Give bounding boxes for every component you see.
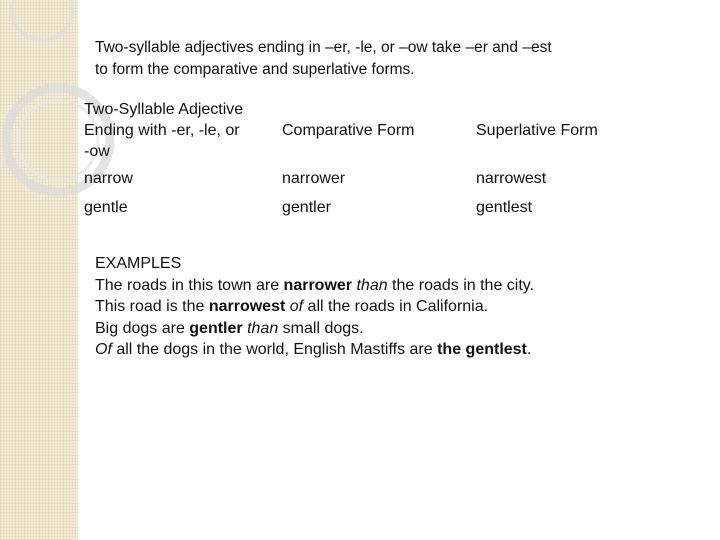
example-sentence-3 — [95, 318, 705, 340]
header-adjective-line-2: Ending with -er, -le, or — [84, 121, 240, 139]
header-adjective-line-3: -ow — [84, 142, 110, 160]
ex2-italic-word: of — [289, 298, 304, 315]
ex4-part-b: all the dogs in the world, English Mastiffs are — [111, 341, 438, 358]
cell-adjective: gentle — [84, 198, 128, 216]
intro-text — [95, 37, 695, 81]
ex3-bold-word: gentler — [189, 319, 243, 337]
example-sentence-2 — [95, 296, 705, 318]
intro-line-2: to form the comparative and superlative forms. — [95, 61, 415, 78]
ex2-part-a: This road is the — [95, 298, 209, 315]
ex1-part-a: The roads in this town are — [95, 276, 284, 294]
cell-comparative: narrower — [282, 169, 346, 187]
table-row — [78, 193, 702, 222]
header-superlative: Superlative Form — [476, 121, 598, 139]
ex4-italic-word: Of — [95, 341, 112, 358]
examples-heading: EXAMPLES — [95, 255, 182, 272]
header-adjective-line-1: Two-Syllable Adjective — [84, 100, 244, 118]
table-row — [78, 164, 702, 193]
ring-small — [12, 0, 72, 40]
ex3-part-e: small dogs. — [278, 319, 364, 337]
header-comparative: Comparative Form — [282, 121, 415, 139]
ex4-period: . — [526, 341, 532, 358]
ex4-bold-phrase: the gentlest — [437, 341, 527, 358]
cell-comparative: gentler — [282, 198, 331, 216]
examples-section — [95, 253, 705, 361]
cell-adjective: narrow — [84, 169, 133, 187]
ex1-bold-word: narrower — [283, 276, 353, 294]
ex1-italic-word: than — [356, 276, 388, 294]
cell-superlative: gentlest — [476, 198, 533, 216]
intro-line-1: Two-syllable adjectives ending in –er, -le, or –ow take –er and –est — [95, 39, 552, 56]
table-header-row — [78, 96, 702, 164]
adjective-table — [78, 96, 702, 222]
example-sentence-4 — [95, 339, 705, 361]
header-adjective — [78, 96, 276, 164]
ex2-part-e: all the roads in California. — [303, 298, 489, 315]
cell-superlative: narrowest — [476, 169, 547, 187]
ex3-italic-word: than — [247, 319, 279, 337]
example-sentence-1 — [95, 275, 705, 297]
ex2-bold-word: narrowest — [208, 298, 286, 315]
ex3-part-a: Big dogs are — [95, 319, 190, 337]
ex1-part-e: the roads in the city. — [387, 276, 535, 294]
